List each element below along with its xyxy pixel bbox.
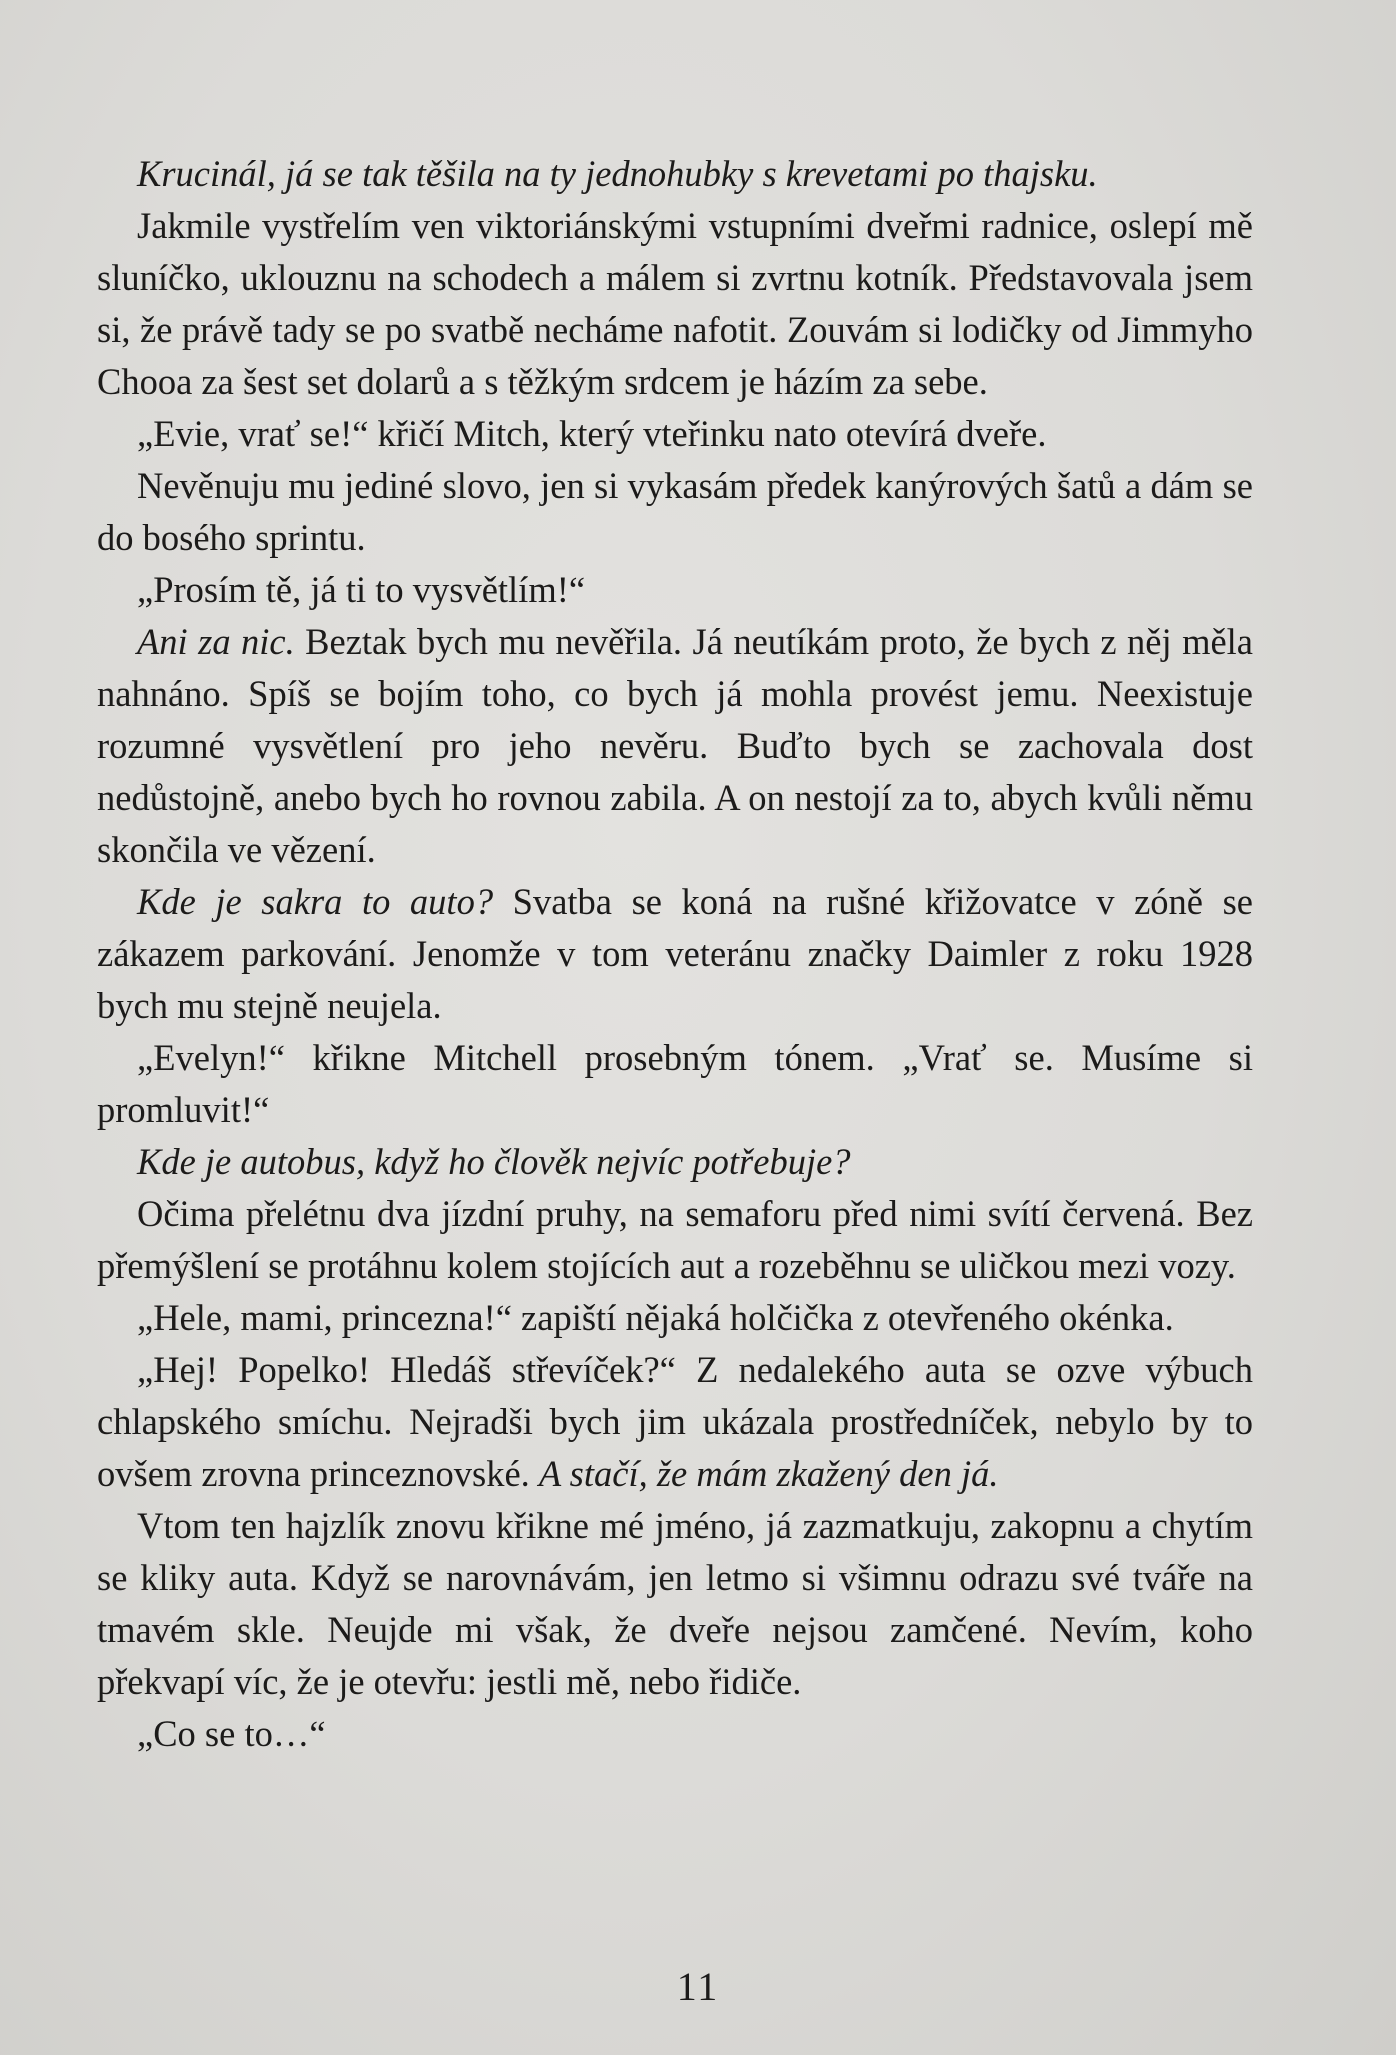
text-run: Kde je sakra to auto? xyxy=(137,881,494,922)
paragraph xyxy=(97,1708,1253,1760)
paragraph xyxy=(97,876,1253,1032)
paragraph xyxy=(97,616,1253,876)
text-run: „Hej! Popelko! Hledáš střevíček?“ Z nedalekého auta se ozve výbuch chlapského smíchu. Nejradši bych jim ukázala prostředníček, nebylo by to ovšem zrovna princeznovské. xyxy=(97,1349,1253,1494)
text-run: „Evelyn!“ křikne Mitchell prosebným tónem. „Vrať se. Musíme si promluvit!“ xyxy=(97,1037,1253,1130)
text-run: Kde je autobus, když ho člověk nejvíc potřebuje? xyxy=(137,1141,851,1182)
text-run: „Evie, vrať se!“ křičí Mitch, který vteřinku nato otevírá dveře. xyxy=(137,413,1047,454)
text-run: Ani za nic. xyxy=(137,621,295,662)
paragraph xyxy=(97,200,1253,408)
paragraph xyxy=(97,1292,1253,1344)
text-run: A stačí, že mám zkažený den já. xyxy=(538,1453,999,1494)
paragraph xyxy=(97,460,1253,564)
text-run: Beztak bych mu nevěřila. Já neutíkám proto, že bych z něj měla nahnáno. Spíš se bojím toho, co bych já mohla provést jemu. Neexistuje rozumné vysvětlení pro jeho nevěru. Buďto bych se zachovala dost nedůstojně, anebo bych ho rovnou zabila. A on nestojí za to, abych kvůli němu skončila ve vězení. xyxy=(97,621,1253,870)
text-run: „Hele, mami, princezna!“ zapiští nějaká holčička z otevřeného okénka. xyxy=(137,1297,1174,1338)
paragraph xyxy=(97,408,1253,460)
paragraph xyxy=(97,1500,1253,1708)
paragraph xyxy=(97,1344,1253,1500)
text-run: „Co se to…“ xyxy=(137,1713,326,1754)
paragraph xyxy=(97,564,1253,616)
paragraph xyxy=(97,1032,1253,1136)
text-run: Očima přelétnu dva jízdní pruhy, na semaforu před nimi svítí červená. Bez přemýšlení se protáhnu kolem stojících aut a rozeběhnu se uličkou mezi vozy. xyxy=(97,1193,1253,1286)
body-text xyxy=(97,148,1253,1760)
text-run: „Prosím tě, já ti to vysvětlím!“ xyxy=(137,569,586,610)
page-number: 11 xyxy=(676,1964,720,2009)
text-run: Jakmile vystřelím ven viktoriánskými vstupními dveřmi radnice, oslepí mě sluníčko, uklouznu na schodech a málem si zvrtnu kotník. Představovala jsem si, že právě tady se po svatbě necháme nafotit. Zouvám si lodičky od Jimmyho Chooa za šest set dolarů a s těžkým srdcem je házím za sebe. xyxy=(97,205,1253,402)
paragraph xyxy=(97,148,1253,200)
text-run: Nevěnuju mu jediné slovo, jen si vykasám předek kanýrových šatů a dám se do bosého sprintu. xyxy=(97,465,1253,558)
text-run: Krucinál, já se tak těšila na ty jednohubky s krevetami po thajsku. xyxy=(137,153,1098,194)
paragraph xyxy=(97,1188,1253,1292)
text-run: Svatba se koná na rušné křižovatce v zóně se zákazem parkování. Jenomže v tom veteránu značky Daimler z roku 1928 bych mu stejně neujela. xyxy=(97,881,1253,1026)
paragraph xyxy=(97,1136,1253,1188)
text-run: Vtom ten hajzlík znovu křikne mé jméno, já zazmatkuju, zakopnu a chytím se kliky auta. Když se narovnávám, jen letmo si všimnu odrazu své tváře na tmavém skle. Neujde mi však, že dveře nejsou zamčené. Nevím, koho překvapí víc, že je otevřu: jestli mě, nebo řidiče. xyxy=(97,1505,1253,1702)
